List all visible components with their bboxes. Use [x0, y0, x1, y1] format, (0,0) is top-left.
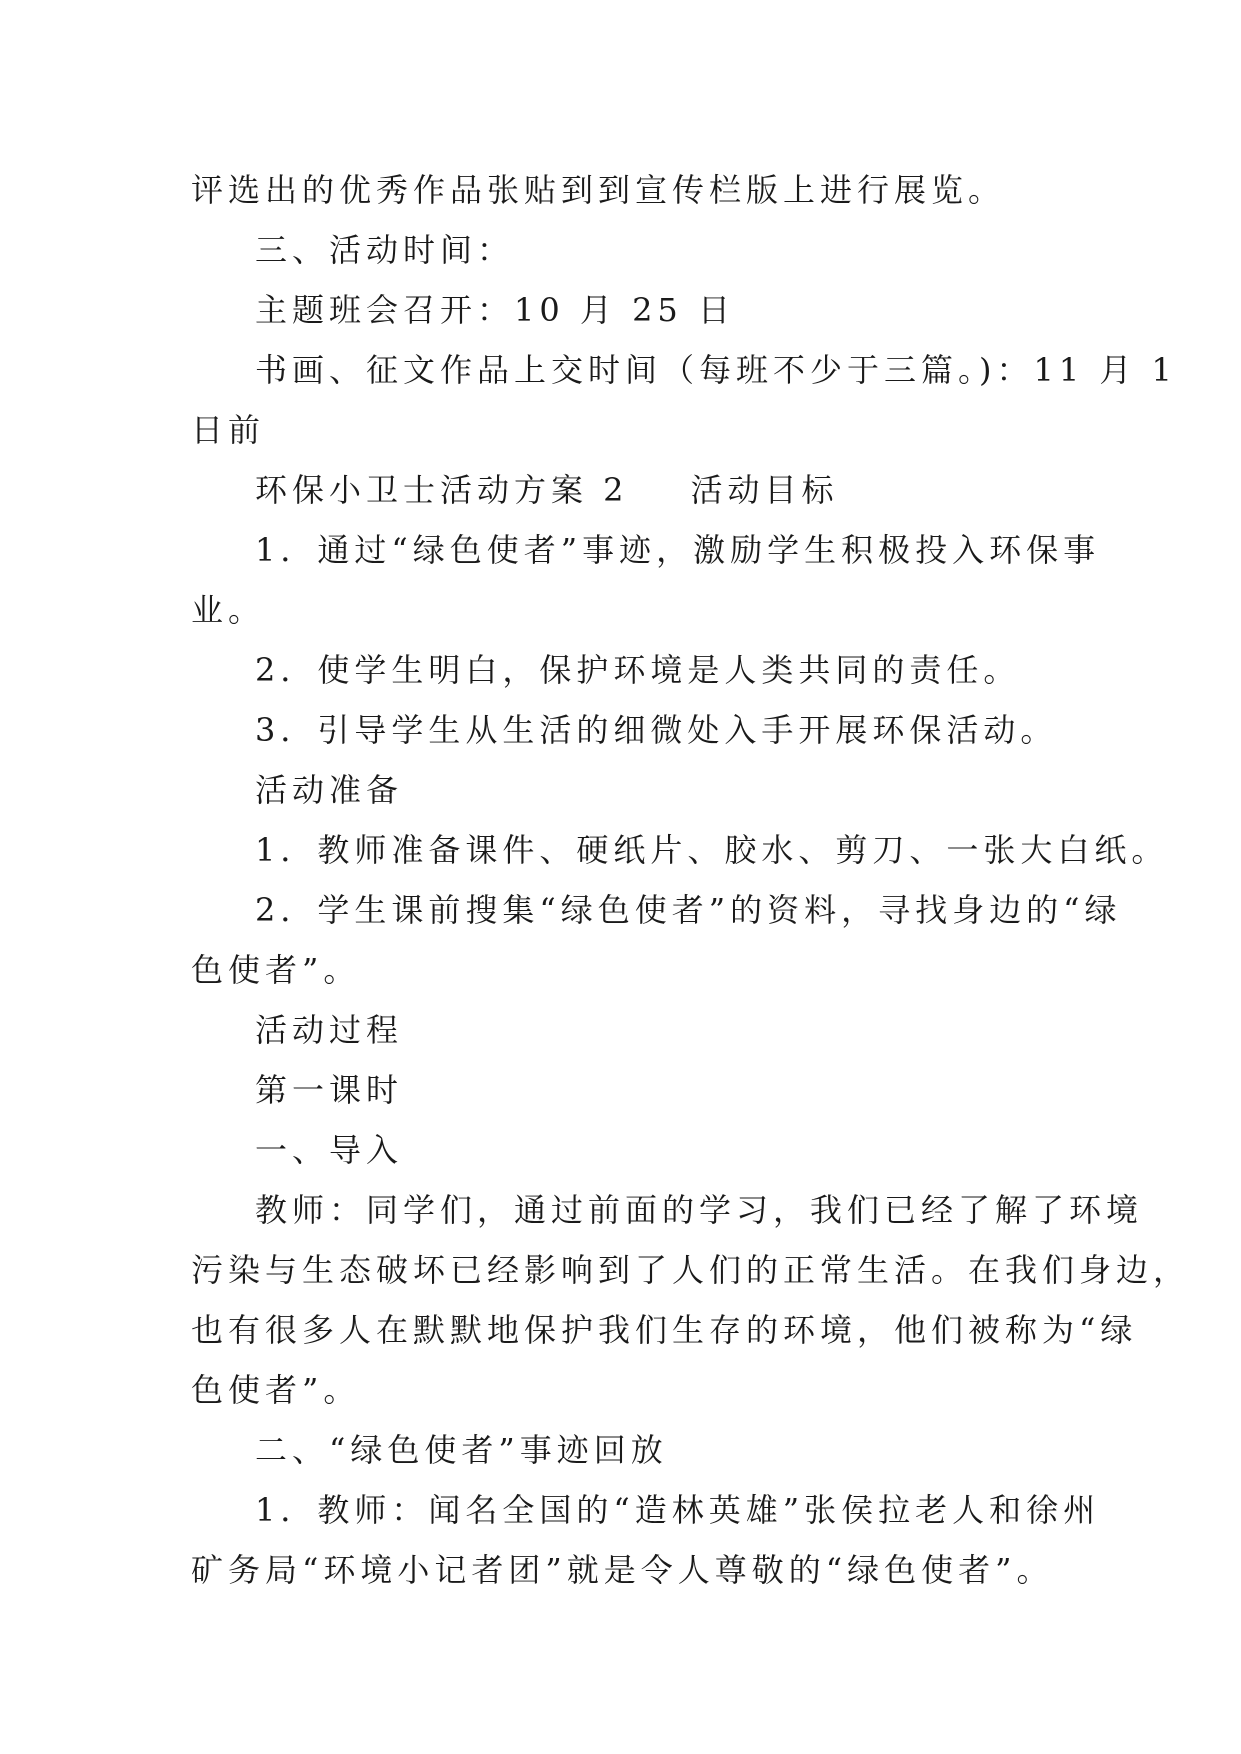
- document-body: [191, 160, 1191, 1600]
- paragraph-line: 污染与生态破坏已经影响到了人们的正常生活。在我们身边，: [191, 1251, 1191, 1289]
- paragraph-line: 书画、征文作品上交时间（每班不少于三篇。)：11 月 1: [255, 351, 1177, 389]
- paragraph-line: 也有很多人在默默地保护我们生存的环境，他们被称为“绿: [191, 1311, 1138, 1349]
- paragraph-line: 评选出的优秀作品张贴到到宣传栏版上进行展览。: [191, 171, 1006, 209]
- section-heading: 活动目标: [690, 471, 839, 509]
- section-heading: 活动准备: [255, 771, 404, 809]
- title-line: [191, 460, 1051, 520]
- list-item: 2．使学生明白，保护环境是人类共同的责任。: [255, 651, 1021, 689]
- section-heading: 一、导入: [255, 1131, 404, 1169]
- list-item: 1．教师：闻名全国的“造林英雄”张侯拉老人和徐州: [255, 1491, 1101, 1529]
- paragraph-line: 日前: [191, 411, 266, 449]
- section-heading: 三、活动时间：: [255, 231, 515, 269]
- list-item: 1．通过“绿色使者”事迹，激励学生积极投入环保事: [255, 531, 1101, 569]
- section-heading: 二、“绿色使者”事迹回放: [255, 1431, 668, 1469]
- section-heading: 活动过程: [255, 1011, 404, 1049]
- list-item: 2．学生课前搜集“绿色使者”的资料，寻找身边的“绿: [255, 891, 1122, 929]
- paragraph-line: 矿务局“环境小记者团”就是令人尊敬的“绿色使者”。: [191, 1551, 1054, 1589]
- paragraph-line: 色使者”。: [191, 951, 361, 989]
- document-title: 环保小卫士活动方案 2: [255, 471, 629, 509]
- paragraph-line: 主题班会召开：10 月 25 日: [255, 291, 735, 329]
- section-heading: 第一课时: [255, 1071, 404, 1109]
- paragraph-line: 色使者”。: [191, 1371, 361, 1409]
- paragraph-line: 教师：同学们，通过前面的学习，我们已经了解了环境: [255, 1191, 1144, 1229]
- list-item: 1．教师准备课件、硬纸片、胶水、剪刀、一张大白纸。: [255, 831, 1169, 869]
- list-item: 3．引导学生从生活的细微处入手开展环保活动。: [255, 711, 1058, 749]
- paragraph-line: 业。: [191, 591, 266, 629]
